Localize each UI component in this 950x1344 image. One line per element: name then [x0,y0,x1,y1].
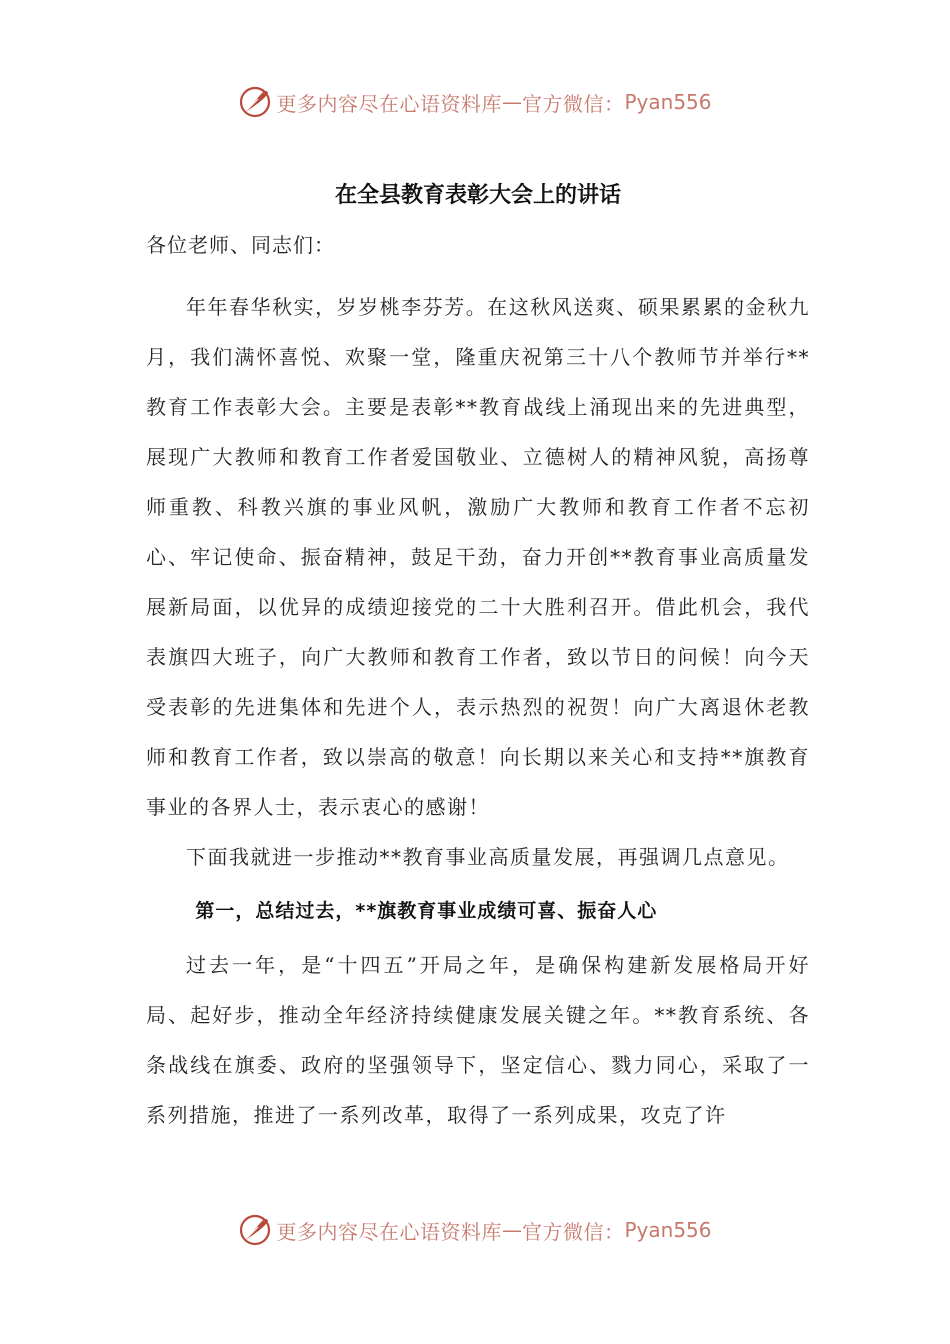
banner-contact-label: 官方微信： [521,1219,625,1244]
quill-logo-icon [238,85,272,119]
paragraph: 下面我就进一步推动**教育事业高质量发展，再强调几点意见。 [186,845,790,869]
banner-slogan: 更多内容尽在心语资料库 [276,91,502,116]
banner-wechat-id: Pyan556 [624,90,712,114]
banner-separator: — [501,90,522,114]
banner-separator: — [501,1218,522,1242]
paragraph: 过去一年，是“十四五”开局之年，是确保构建新发展格局开好局、起好步，推动全年经济持续健康发展关键之年。**教育系统、各条战线在旗委、政府的坚强领导下，坚定信心、戮力同心，采取了一系列措施，推进了一系列改革，取得了一系列成果，攻克了许 [146,953,810,1127]
quill-logo-icon [238,1213,272,1247]
banner-slogan: 更多内容尽在心语资料库 [276,1219,502,1244]
banner-wechat-id: Pyan556 [624,1218,712,1242]
paragraph: 年年春华秋实，岁岁桃李芬芳。在这秋风送爽、硕果累累的金秋九月，我们满怀喜悦、欢聚一堂，隆重庆祝第三十八个教师节并举行**教育工作表彰大会。主要是表彰**教育战线上涌现出来的先进典型，展现广大教师和教育工作者爱国敬业、立德树人的精神风貌，高扬尊师重教、科教兴旗的事业风帆，激励广大教师和教育工作者不忘初心、牢记使命、振奋精神，鼓足干劲，奋力开创**教育事业高质量发展新局面，以优异的成绩迎接党的二十大胜利召开。借此机会，我代表旗四大班子，向广大教师和教育工作者，致以节日的问候！向今天受表彰的先进集体和先进个人，表示热烈的祝贺！向广大离退休老教师和教育工作者，致以崇高的敬意！向长期以来关心和支持**旗教育事业的各界人士，表示衷心的感谢！ [146,295,810,819]
section-heading: 第一，总结过去，**旗教育事业成绩可喜、振奋人心 [195,900,658,922]
document-body [146,172,810,1140]
salutation: 各位老师、同志们： [146,233,335,257]
document-title: 在全县教育表彰大会上的讲话 [334,183,621,208]
header-banner [0,80,950,124]
banner-contact-label: 官方微信： [521,91,625,116]
footer-banner [0,1208,950,1252]
